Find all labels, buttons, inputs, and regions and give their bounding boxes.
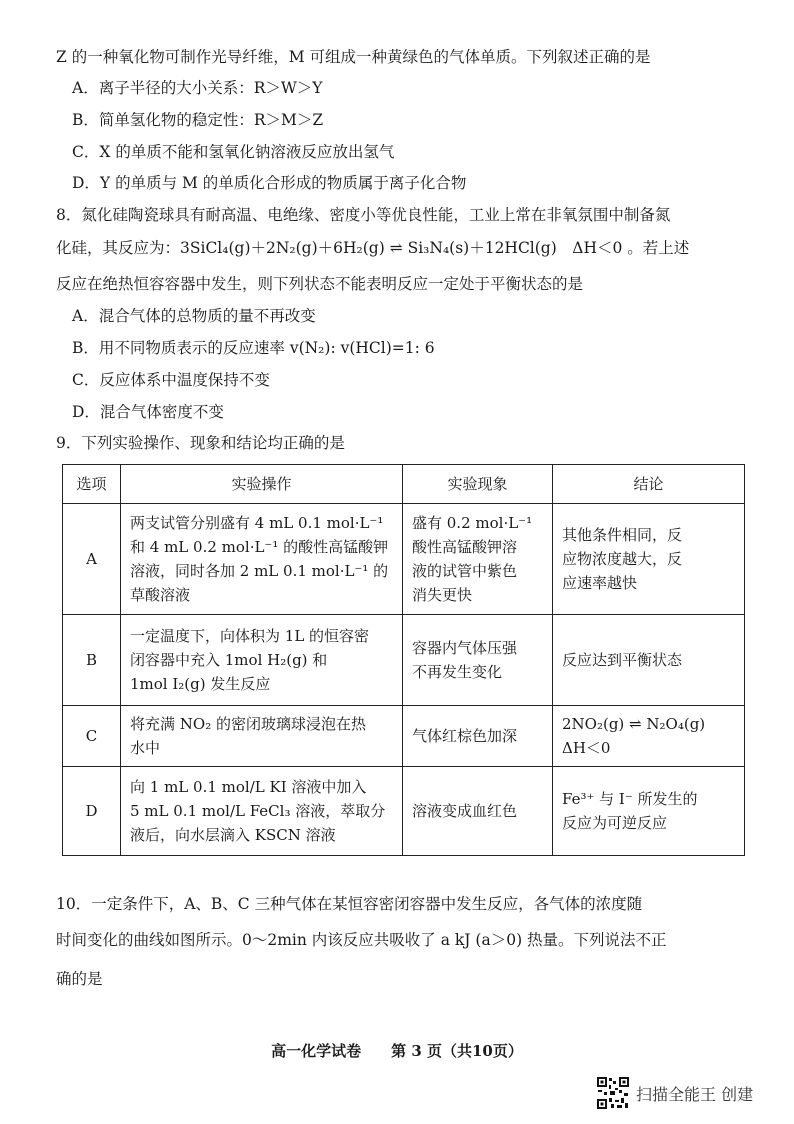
row-b-option: B (63, 615, 121, 706)
row-b-operation-line: 闭容器中充入 1mol H₂(g) 和 (130, 651, 328, 669)
row-a-operation-line: 和 4 mL 0.2 mol·L⁻¹ 的酸性高锰酸钾 (130, 538, 389, 556)
row-c-phenomenon (403, 706, 553, 767)
row-c-conclusion-line: 2NO₂(g) ⇌ N₂O₄(g) (562, 715, 706, 733)
row-a-conclusion-line: 其他条件相同，反 (562, 526, 683, 544)
q7-option-b: B．简单氢化物的稳定性：R＞M＞Z (72, 111, 324, 129)
row-b-phenomenon (403, 615, 553, 706)
row-b-phenomenon-line: 容器内气体压强 (412, 639, 518, 657)
row-d-conclusion-line: Fe³⁺ 与 I⁻ 所发生的 (562, 790, 698, 808)
row-a-phenomenon-line: 消失更快 (412, 586, 473, 604)
q7-intro: Z 的一种氧化物可制作光导纤维，M 可组成一种黄绿色的气体单质。下列叙述正确的是 (56, 48, 651, 66)
row-a-phenomenon-line: 酸性高锰酸钾溶 (412, 538, 518, 556)
row-b-operation-line: 1mol I₂(g) 发生反应 (130, 675, 271, 693)
table-header-row (63, 465, 745, 504)
scanner-watermark-text: 扫描全能王 创建 (636, 1084, 754, 1104)
q8-stem-line-3: 反应在绝热恒容容器中发生，则下列状态不能表明反应一定处于平衡状态的是 (56, 275, 584, 293)
row-c-phenomenon-line: 气体红棕色加深 (412, 727, 518, 745)
row-c-conclusion (553, 706, 745, 767)
row-c-operation (121, 706, 403, 767)
row-a-conclusion-line: 应速率越快 (562, 574, 638, 592)
page-footer: 高一化学试卷 第 3 页（共10页） (271, 1042, 523, 1060)
row-a-phenomenon-line: 液的试管中紫色 (412, 562, 518, 580)
table-row (63, 767, 745, 856)
row-b-operation (121, 615, 403, 706)
q7-option-d: D．Y 的单质与 M 的单质化合形成的物质属于离子化合物 (72, 174, 467, 192)
row-a-phenomenon (403, 504, 553, 615)
qr-code-icon (596, 1076, 630, 1110)
row-d-operation-line: 5 mL 0.1 mol/L FeCl₃ 溶液，萃取分 (130, 802, 386, 820)
row-c-operation-line: 水中 (130, 739, 161, 757)
row-a-conclusion-line: 应物浓度越大，反 (562, 550, 683, 568)
row-c-conclusion-line: ΔH＜0 (562, 739, 611, 757)
header-operation: 实验操作 (121, 465, 403, 504)
row-c-operation-line: 将充满 NO₂ 的密闭玻璃球浸泡在热 (130, 715, 366, 733)
row-d-phenomenon-line: 溶液变成血红色 (412, 802, 518, 820)
q10-stem-line-3: 确的是 (56, 970, 103, 988)
row-a-option: A (63, 504, 121, 615)
q8-option-d: D．混合气体密度不变 (72, 403, 224, 421)
row-d-operation-line: 液后，向水层滴入 KSCN 溶液 (130, 826, 336, 844)
row-a-operation (121, 504, 403, 615)
q10-stem-line-1: 10．一定条件下，A、B、C 三种气体在某恒容密闭容器中发生反应，各气体的浓度随 (56, 895, 643, 913)
q9-stem: 9．下列实验操作、现象和结论均正确的是 (56, 434, 345, 452)
q8-option-c: C．反应体系中温度保持不变 (72, 371, 270, 389)
row-a-operation-line: 溶液，同时各加 2 mL 0.1 mol·L⁻¹ 的 (130, 562, 389, 580)
table-row (63, 504, 745, 615)
row-b-conclusion-line: 反应达到平衡状态 (562, 651, 683, 669)
row-c-option: C (63, 706, 121, 767)
q8-stem-line-1: 8．氮化硅陶瓷球具有耐高温、电绝缘、密度小等优良性能，工业上常在非氧氛围中制备氮 (56, 206, 671, 224)
scanner-watermark (596, 1076, 753, 1110)
q8-option-b: B．用不同物质表示的反应速率 v(N₂): v(HCl)=1: 6 (72, 339, 435, 357)
row-d-phenomenon (403, 767, 553, 856)
header-phenomenon: 实验现象 (403, 465, 553, 504)
row-d-option: D (63, 767, 121, 856)
row-a-operation-line: 两支试管分别盛有 4 mL 0.1 mol·L⁻¹ (130, 514, 384, 532)
row-b-conclusion (553, 615, 745, 706)
row-b-operation-line: 一定温度下，向体积为 1L 的恒容密 (130, 627, 370, 645)
row-d-conclusion-line: 反应为可逆反应 (562, 814, 668, 832)
header-option: 选项 (63, 465, 121, 504)
table-row (63, 615, 745, 706)
table-row (63, 706, 745, 767)
q7-option-c: C．X 的单质不能和氢氧化钠溶液反应放出氢气 (72, 143, 395, 161)
q10-stem-line-2: 时间变化的曲线如图所示。0～2min 内该反应共吸收了 a kJ (a＞0) 热量。下列说法不正 (56, 931, 667, 949)
experiment-table (62, 464, 745, 856)
q7-option-a: A．离子半径的大小关系：R＞W＞Y (72, 79, 323, 97)
row-a-conclusion (553, 504, 745, 615)
row-a-operation-line: 草酸溶液 (130, 586, 191, 604)
q8-option-a: A．混合气体的总物质的量不再改变 (72, 307, 316, 325)
row-d-conclusion (553, 767, 745, 856)
row-d-operation-line: 向 1 mL 0.1 mol/L KI 溶液中加入 (130, 778, 367, 796)
row-b-phenomenon-line: 不再发生变化 (412, 663, 503, 681)
row-d-operation (121, 767, 403, 856)
row-a-phenomenon-line: 盛有 0.2 mol·L⁻¹ (412, 514, 533, 532)
q8-stem-line-2: 化硅，其反应为：3SiCl₄(g)＋2N₂(g)＋6H₂(g) ⇌ Si₃N₄(s)＋12HCl(g) ΔH＜0 。若上述 (56, 239, 690, 257)
header-conclusion: 结论 (553, 465, 745, 504)
